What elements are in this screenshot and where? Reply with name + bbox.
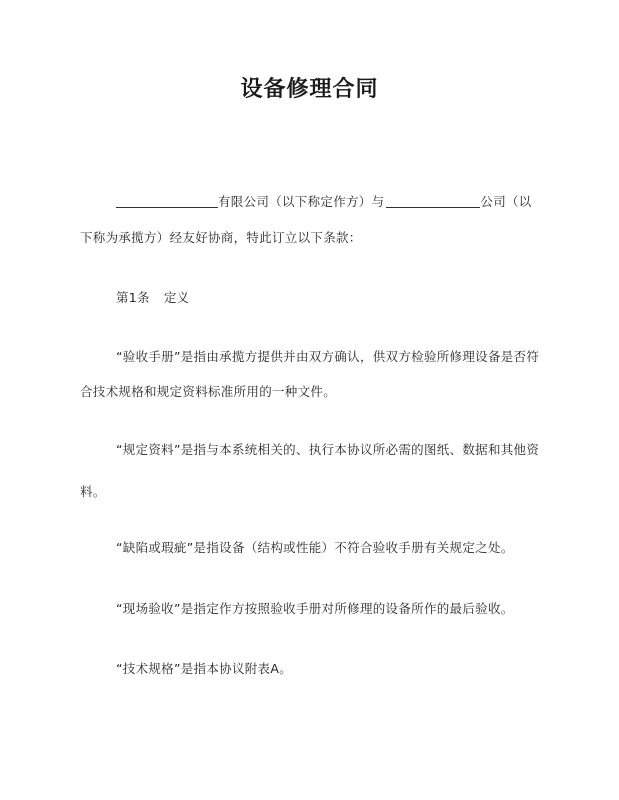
article-title: 定义 bbox=[163, 290, 190, 305]
document-title: 设备修理合同 bbox=[240, 76, 379, 102]
definition-1-line-1: “验收手册”是指由承揽方提供并由双方确认，供双方检验所修理设备是否符 bbox=[116, 349, 540, 364]
blank-party-a-name[interactable] bbox=[116, 193, 218, 208]
blank-party-b-name[interactable] bbox=[386, 193, 480, 208]
definition-1-line-2: 合技术规格和规定资料标准所用的一种文件。 bbox=[80, 384, 337, 399]
article-heading bbox=[116, 288, 189, 306]
definition-4: “现场验收”是指定作方按照验收手册对所修理的设备所作的最后验收。 bbox=[116, 601, 514, 616]
definition-2-line-1: “规定资料”是指与本系统相关的、执行本协议所必需的图纸、数据和其他资 bbox=[116, 442, 540, 457]
article-number: 第1条 bbox=[116, 290, 150, 305]
definition-3: “缺陷或瑕疵”是指设备（结构或性能）不符合验收手册有关规定之处。 bbox=[116, 540, 514, 555]
preamble-text-1: 有限公司（以下称定作方）与 bbox=[218, 194, 385, 209]
definition-2-line-2: 料。 bbox=[80, 484, 106, 499]
preamble-line-1 bbox=[116, 192, 532, 210]
definition-5: “技术规格”是指本协议附表A。 bbox=[116, 661, 293, 676]
preamble-text-2: 公司（以 bbox=[480, 194, 532, 209]
preamble-line-2: 下称为承揽方）经友好协商，特此订立以下条款： bbox=[80, 230, 362, 245]
